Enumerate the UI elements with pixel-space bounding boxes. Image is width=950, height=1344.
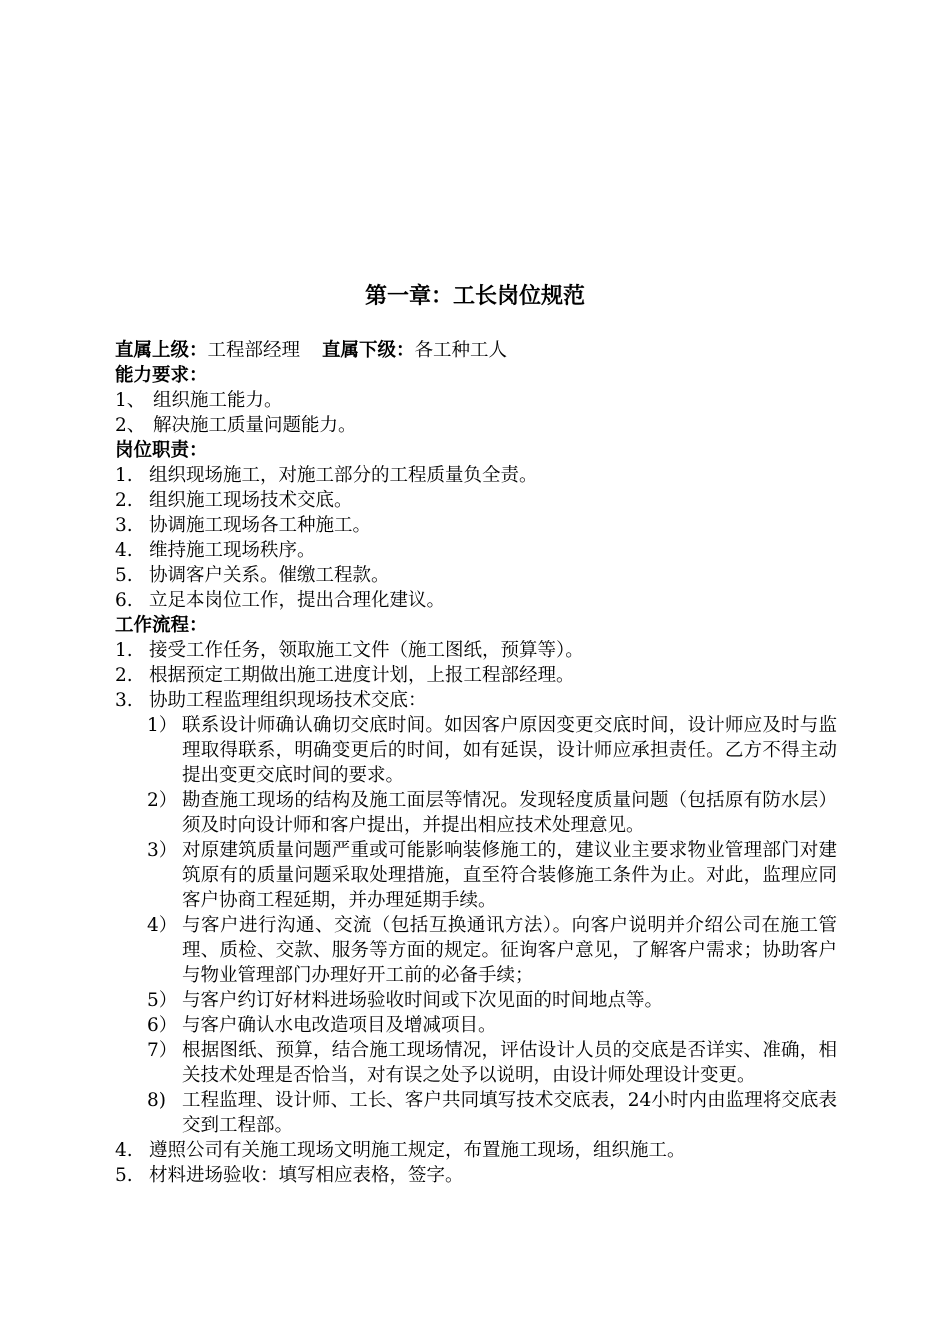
subordinate-label: 直属下级：: [322, 340, 415, 361]
workflow-subitem: 1） 联系设计师确认确切交底时间。如因客户原因变更交底时间，设计师应及时与监理取得联系，明确变更后的时间，如有延误，设计师应承担责任。乙方不得主动提出变更交底时间的要求。: [147, 715, 837, 786]
ability-heading: 能力要求：: [115, 365, 208, 386]
duty-item: 1. 组织现场施工，对施工部分的工程质量负全责。: [115, 465, 538, 486]
workflow-subitem: 8) 工程监理、设计师、工长、客户共同填写技术交底表，24小时内由监理将交底表交到工程部。: [147, 1090, 837, 1136]
workflow-subitem: 7） 根据图纸、预算，结合施工现场情况，评估设计人员的交底是否详实、准确，相关技术处理是否恰当，对有误之处予以说明，由设计师处理设计变更。: [147, 1040, 837, 1086]
workflow-subitem: 3） 对原建筑质量问题严重或可能影响装修施工的，建议业主要求物业管理部门对建筑原有的质量问题采取处理措施，直至符合装修施工条件为止。对此，监理应同客户协商工程延期，并办理延期手续。: [147, 840, 837, 911]
duty-item: 3. 协调施工现场各工种施工。: [115, 515, 372, 536]
duty-item: 4. 维持施工现场秩序。: [115, 540, 316, 561]
reporting-line: [115, 338, 845, 363]
workflow-item: 3. 协助工程监理组织现场技术交底：: [115, 690, 427, 711]
workflow-subitem: 6） 与客户确认水电改造项目及增减项目。: [147, 1015, 497, 1036]
superior-value: 工程部经理: [207, 340, 301, 361]
duty-item: 2. 组织施工现场技术交底。: [115, 490, 353, 511]
superior-label: 直属上级：: [115, 340, 208, 361]
workflow-subitem: 5） 与客户约订好材料进场验收时间或下次见面的时间地点等。: [147, 990, 664, 1011]
duty-item: 6. 立足本岗位工作，提出合理化建议。: [115, 590, 446, 611]
workflow-item: 4. 遵照公司有关施工现场文明施工规定，布置施工现场，组织施工。: [115, 1140, 686, 1161]
workflow-heading: 工作流程：: [115, 615, 208, 636]
chapter-title: 第一章：工长岗位规范: [364, 284, 585, 309]
duties-heading: 岗位职责：: [115, 440, 208, 461]
workflow-item: 1. 接受工作任务，领取施工文件（施工图纸，预算等）。: [115, 640, 584, 661]
duty-item: 5. 协调客户关系。催缴工程款。: [115, 565, 390, 586]
ability-item: 2、 解决施工质量问题能力。: [115, 415, 357, 436]
workflow-subitem: 4） 与客户进行沟通、交流（包括互换通讯方法）。向客户说明并介绍公司在施工管理、质检、交款、服务等方面的规定。征询客户意见，了解客户需求；协助客户与物业管理部门办理好开工前的必备手续；: [147, 915, 837, 986]
ability-item: 1、 组织施工能力。: [115, 390, 283, 411]
workflow-subitem: 2） 勘查施工现场的结构及施工面层等情况。发现轻度质量问题（包括原有防水层）须及时向设计师和客户提出，并提出相应技术处理意见。: [147, 790, 837, 836]
workflow-item: 5. 材料进场验收：填写相应表格，签字。: [115, 1165, 464, 1186]
subordinate-value: 各工种工人: [414, 340, 508, 361]
workflow-item: 2. 根据预定工期做出施工进度计划，上报工程部经理。: [115, 665, 575, 686]
document-body: [115, 338, 845, 1188]
